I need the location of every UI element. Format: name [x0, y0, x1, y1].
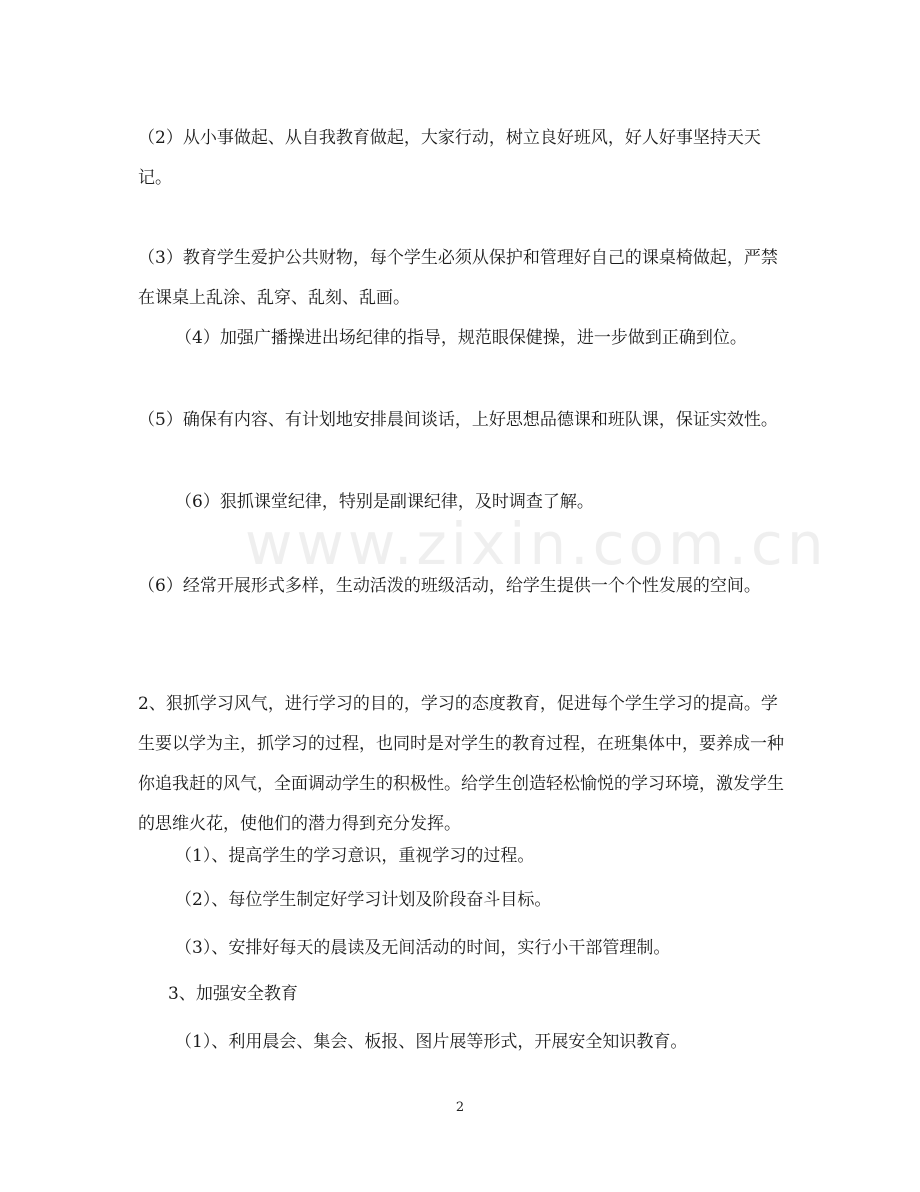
- list-item-safety-1: （1）、利用晨会、集会、板报、图片展等形式，开展安全知识教育。: [175, 1032, 688, 1052]
- paragraph-item-3: （3）教育学生爱护公共财物，每个学生必须从保护和管理好自己的课桌椅做起，严禁在课桌上乱涂、乱穿、乱刻、乱画。: [138, 248, 778, 308]
- list-item-study-1: （1）、提高学生的学习意识，重视学习的过程。: [175, 846, 535, 866]
- page-number: 2: [455, 1100, 465, 1115]
- list-item-study-2: （2）、每位学生制定好学习计划及阶段奋斗目标。: [175, 890, 552, 910]
- paragraph-item-5: （5）确保有内容、有计划地安排晨间谈话，上好思想品德课和班队课，保证实效性。: [138, 410, 778, 430]
- paragraph-item-2: （2）从小事做起、从自我教育做起，大家行动，树立良好班风，好人好事坚持天天记。: [138, 128, 761, 188]
- paragraph-item-6a: （6）狠抓课堂纪律，特别是副课纪律，及时调查了解。: [175, 492, 594, 512]
- paragraph-section-2: 2、狠抓学习风气，进行学习的目的，学习的态度教育，促进每个学生学习的提高。学生要以学为主，抓学习的过程，也同时是对学生的教育过程，在班集体中，要养成一种你追我赶的风气，全面调动学生的积极性。给学生创造轻松愉悦的学习环境，激发学生的思维火花，使他们的潜力得到充分发挥。: [138, 694, 784, 834]
- watermark: www.zixin.com.cn: [245, 510, 828, 578]
- paragraph-item-6b: （6）经常开展形式多样，生动活泼的班级活动，给学生提供一个个性发展的空间。: [138, 576, 761, 596]
- paragraph-item-4: （4）加强广播操进出场纪律的指导，规范眼保健操，进一步做到正确到位。: [175, 328, 747, 348]
- list-item-study-3: （3）、安排好每天的晨读及无间活动的时间，实行小干部管理制。: [175, 938, 671, 958]
- section-heading-safety: 3、加强安全教育: [168, 984, 298, 1004]
